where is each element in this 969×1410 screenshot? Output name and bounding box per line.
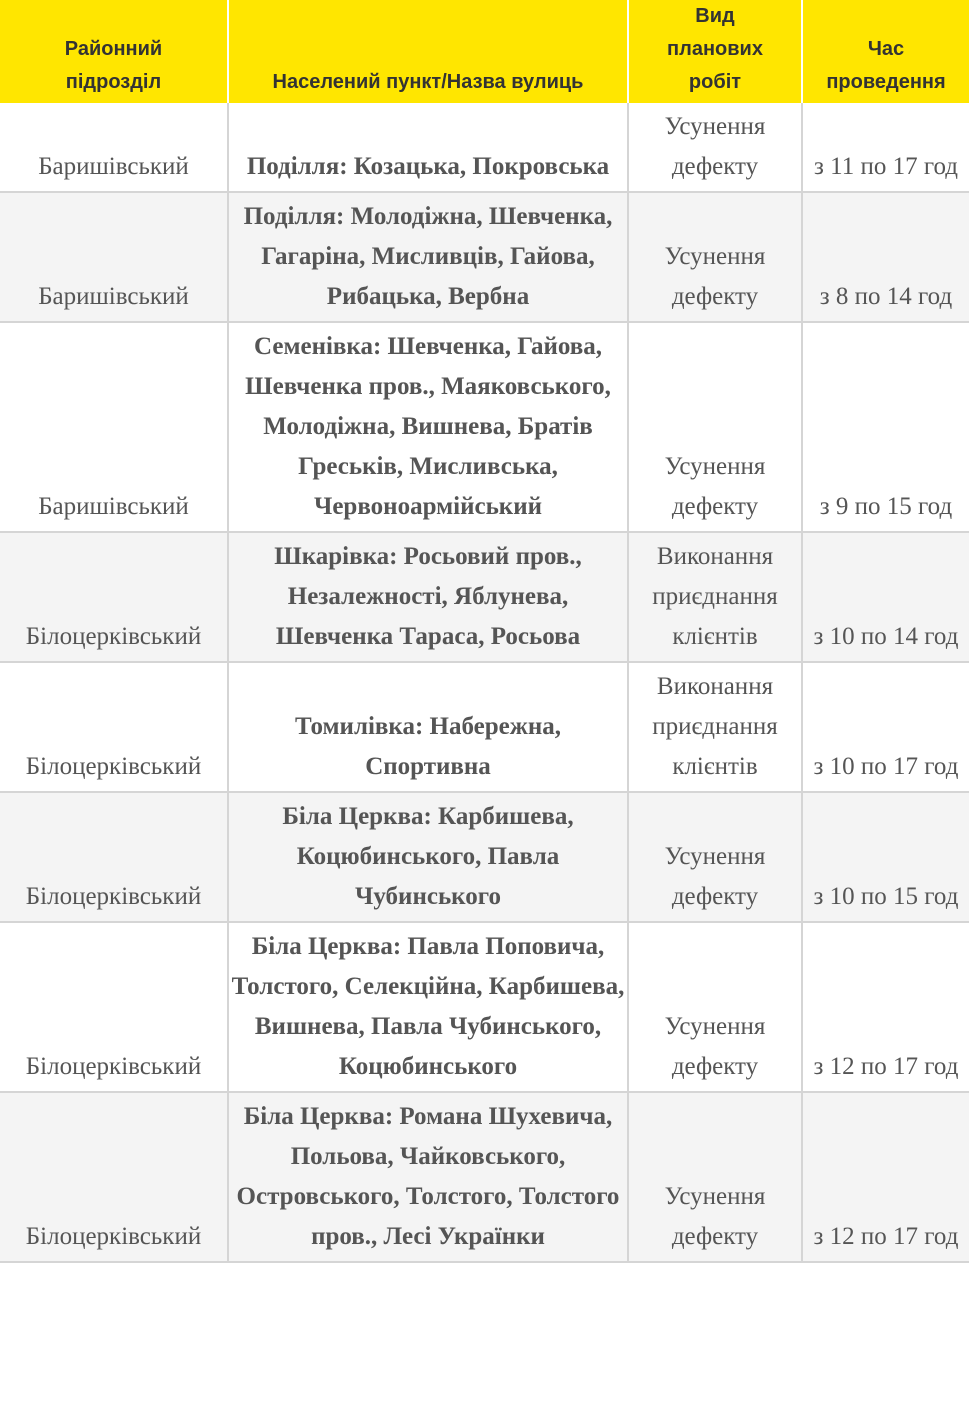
cell-unit: Баришівський: [0, 322, 228, 532]
table-header: [0, 0, 969, 103]
cell-unit: Білоцерківський: [0, 662, 228, 792]
cell-time: з 8 по 14 год: [802, 192, 969, 322]
cell-work-type: Усунення дефекту: [628, 192, 802, 322]
cell-work-type: Усунення дефекту: [628, 922, 802, 1092]
cell-unit: Баришівський: [0, 192, 228, 322]
cell-location: Поділля: Козацька, Покровська: [228, 103, 628, 192]
cell-unit: Білоцерківський: [0, 532, 228, 662]
cell-location: Томилівка: Набережна, Спортивна: [228, 662, 628, 792]
cell-work-type: Виконання приєднання клієнтів: [628, 662, 802, 792]
table-row: [0, 192, 969, 322]
cell-unit: Білоцерківський: [0, 792, 228, 922]
table-row: [0, 103, 969, 192]
table-row: [0, 1092, 969, 1262]
header-row: [0, 0, 969, 103]
cell-time: з 10 по 14 год: [802, 532, 969, 662]
cell-work-type: Усунення дефекту: [628, 103, 802, 192]
table-row: [0, 532, 969, 662]
column-header-time: Час проведення: [802, 0, 969, 103]
table-row: [0, 792, 969, 922]
table-body: [0, 103, 969, 1262]
cell-time: з 10 по 15 год: [802, 792, 969, 922]
column-header-work-type: Вид планових робіт: [628, 0, 802, 103]
cell-time: з 10 по 17 год: [802, 662, 969, 792]
cell-unit: Білоцерківський: [0, 1092, 228, 1262]
cell-location: Семенівка: Шевченка, Гайова, Шевченка пров., Маяковського, Молодіжна, Вишнева, Братів Греськів, Мисливська, Червоноармійський: [228, 322, 628, 532]
cell-location: Біла Церква: Карбишева, Коцюбинського, Павла Чубинського: [228, 792, 628, 922]
cell-location: Біла Церква: Романа Шухевича, Польова, Чайковського, Островського, Толстого, Толстого пров., Лесі Українки: [228, 1092, 628, 1262]
cell-work-type: Усунення дефекту: [628, 322, 802, 532]
table-row: [0, 922, 969, 1092]
column-header-unit: Районний підрозділ: [0, 0, 228, 103]
cell-time: з 12 по 17 год: [802, 922, 969, 1092]
cell-unit: Баришівський: [0, 103, 228, 192]
cell-location: Поділля: Молодіжна, Шевченка, Гагаріна, Мисливців, Гайова, Рибацька, Вербна: [228, 192, 628, 322]
cell-time: з 11 по 17 год: [802, 103, 969, 192]
table-row: [0, 322, 969, 532]
cell-work-type: Усунення дефекту: [628, 1092, 802, 1262]
cell-location: Біла Церква: Павла Поповича, Толстого, Селекційна, Карбишева, Вишнева, Павла Чубинського, Коцюбинського: [228, 922, 628, 1092]
cell-unit: Білоцерківський: [0, 922, 228, 1092]
cell-location: Шкарівка: Росьовий пров., Незалежності, Яблунева, Шевченка Тараса, Росьова: [228, 532, 628, 662]
cell-work-type: Усунення дефекту: [628, 792, 802, 922]
cell-time: з 12 по 17 год: [802, 1092, 969, 1262]
column-header-location: Населений пункт/Назва вулиць: [228, 0, 628, 103]
cell-work-type: Виконання приєднання клієнтів: [628, 532, 802, 662]
table-row: [0, 662, 969, 792]
cell-time: з 9 по 15 год: [802, 322, 969, 532]
